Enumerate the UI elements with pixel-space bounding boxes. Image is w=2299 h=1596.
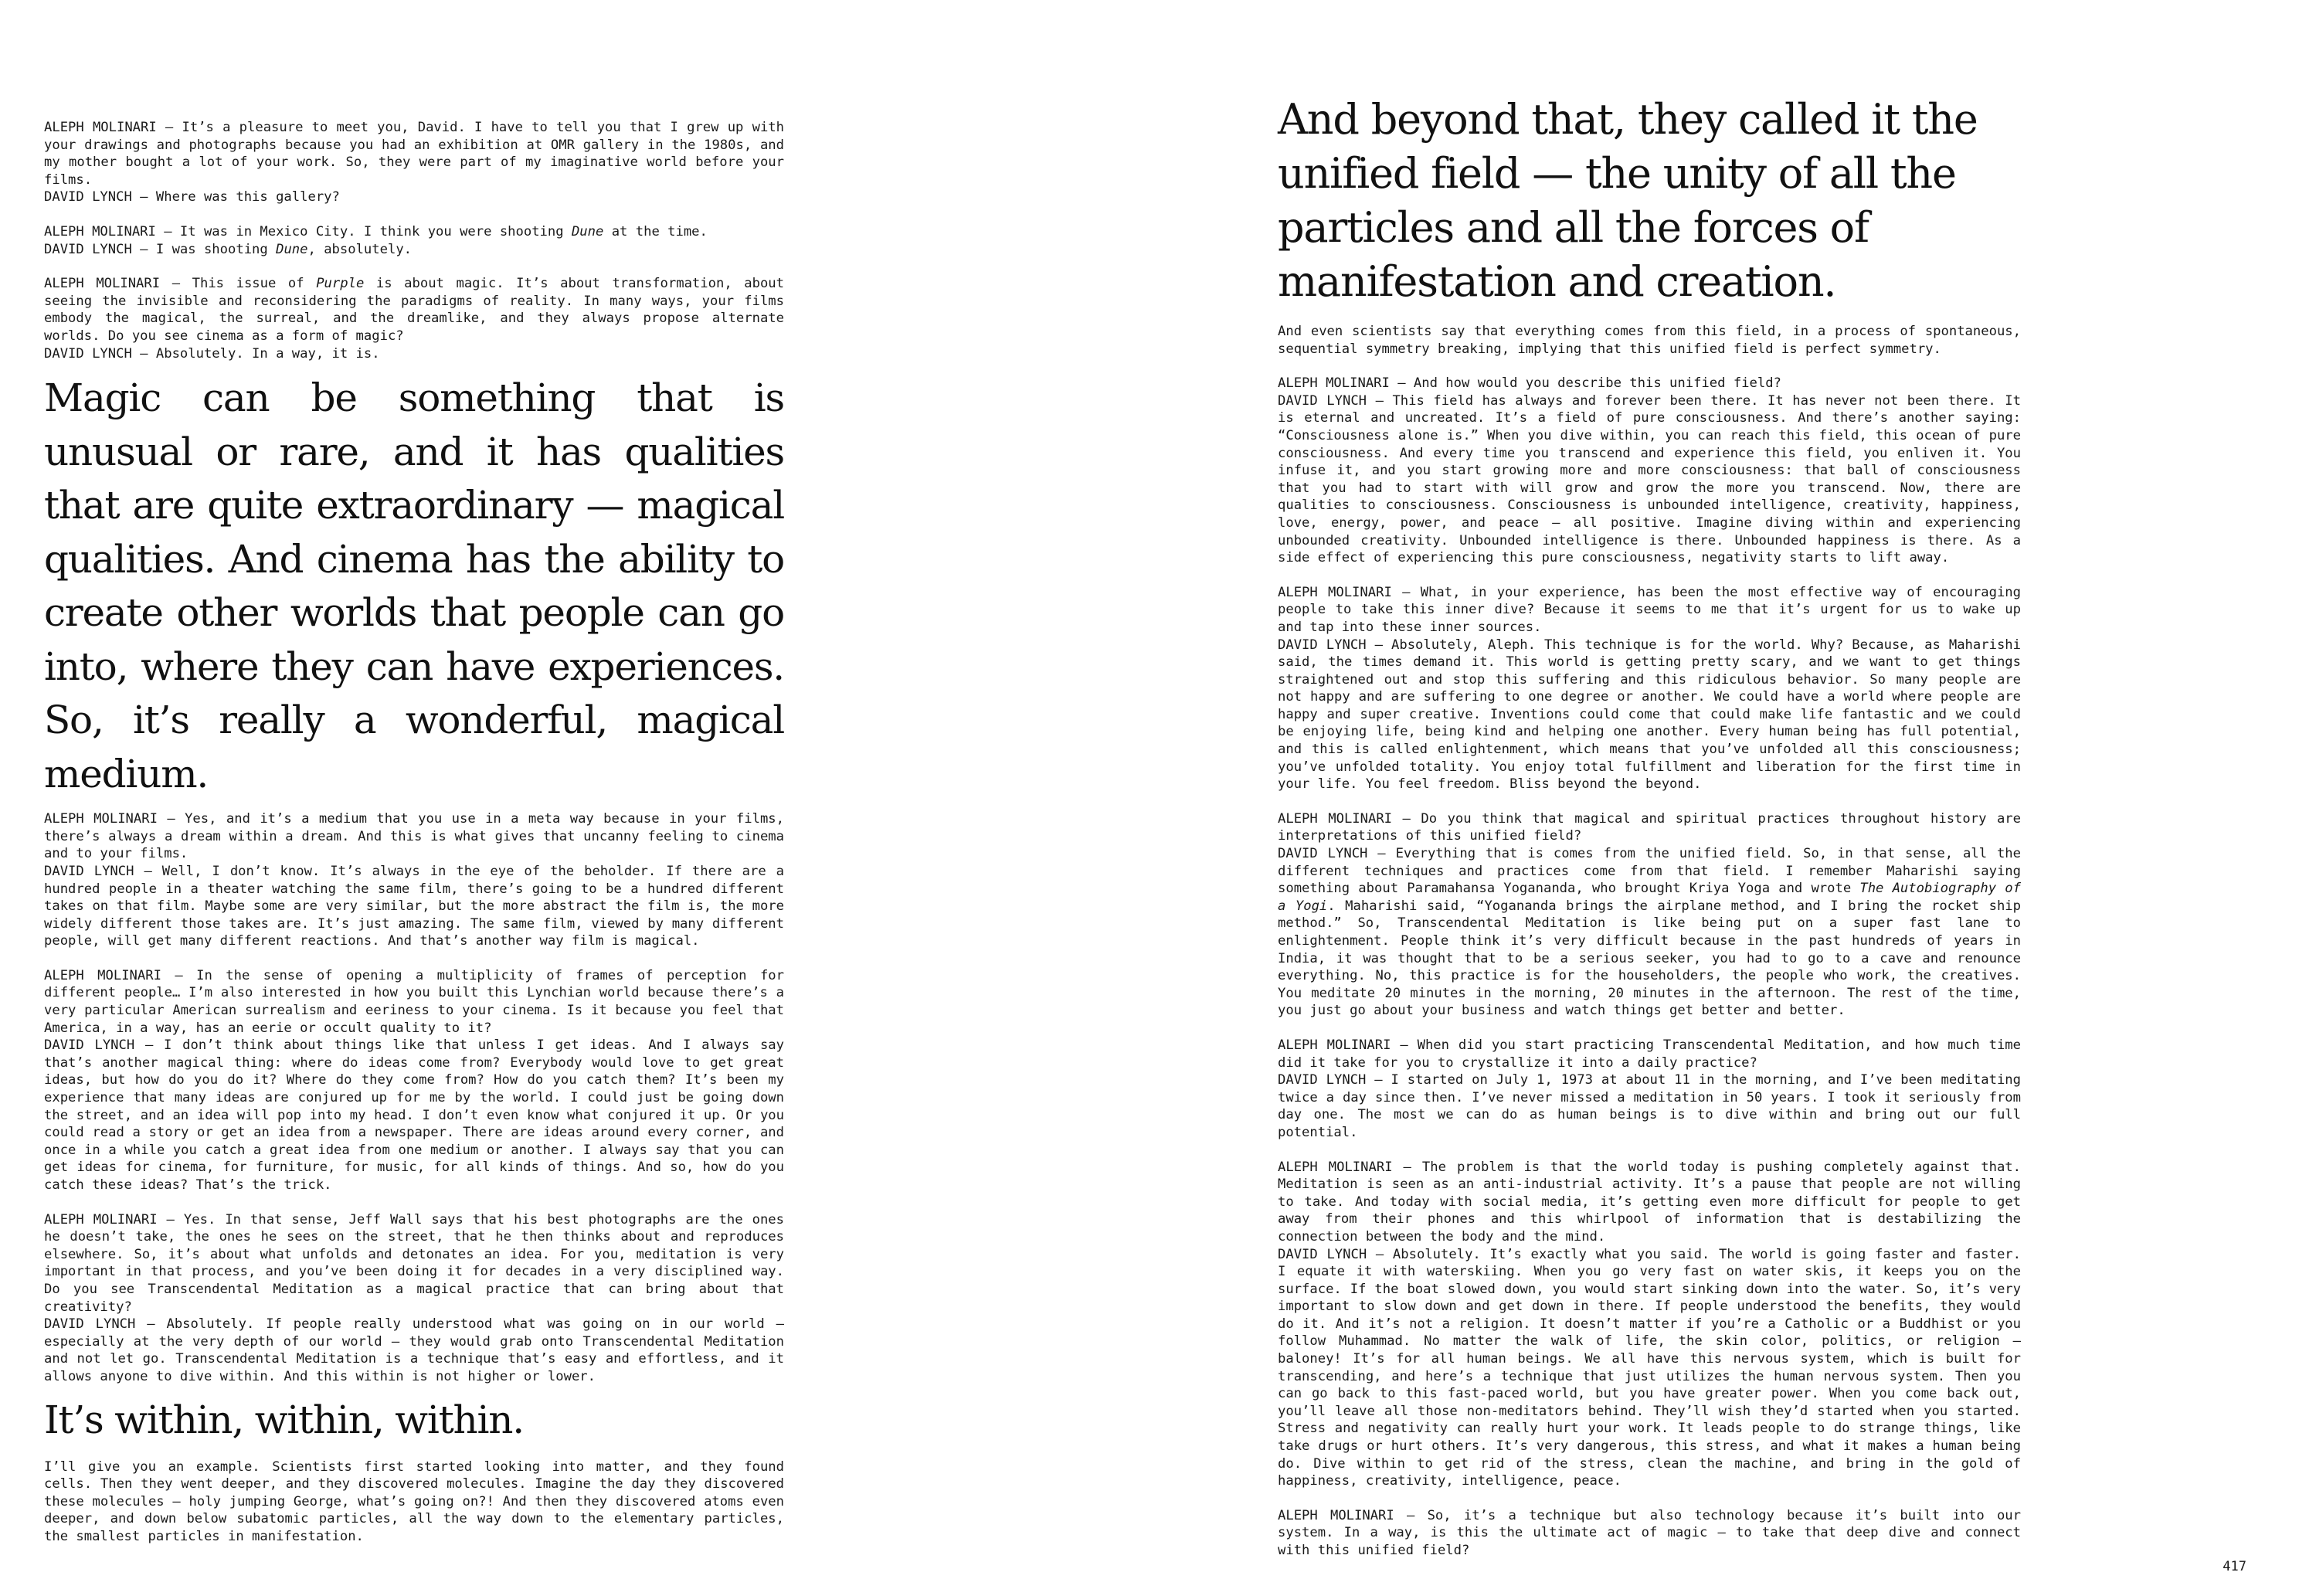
qa-lynch-8: DAVID LYNCH — Absolutely, Aleph. This technique is for the world. Why? Because, as Maharishi said, the times demand it. This world is getting pretty scary, and we want to get things straightened out and stop this suffering and this ridiculous behavior. So many people are not happy and are suffering to one degree or another. We could have a world where people are happy and super creative. Inventions could come that could make life fantastic and we could be enjoying life, being kind and helping one another. Every human being has full potential, and this is called enlightenment, which means that you’ve unfolded all this consciousness; you’ve unfolded totality. You enjoy total fulfillment and liberation for the first time in your life. You feel freedom. Bliss beyond the beyond. <box>1278 637 2021 793</box>
qa-aleph-1: ALEPH MOLINARI — It’s a pleasure to meet you, David. I have to tell you that I grew up with your drawings and photographs because you had an exhibition at OMR gallery in the 1980s, and my mother bought a lot of your work. So, they were part of my imaginative world before your films. <box>44 120 784 188</box>
body-example: I’ll give you an example. Scientists first started looking into matter, and they found cells. Then they went deeper, and they discovered molecules. Imagine the day they discovered these molecules — holy jumping George, what’s going on?! And then they discovered atoms even deeper, and down below subatomic particles, all the way down to the elementary particles, the smallest particles in manifestation. <box>44 1458 784 1544</box>
right-column <box>1278 93 2021 1560</box>
qa-lynch-11: DAVID LYNCH — Absolutely. It’s exactly what you said. The world is going faster and faster. I equate it with waterskiing. When you go very fast on water skis, it keeps you on the surface. If the boat slowed down, you would start sinking down into the water. So, it’s very important to slow down and get down in there. If people understood the benefits, they would do it. And it’s not a religion. It doesn’t matter if you’re a Catholic or a Buddhist or you follow Muhammad. No matter the walk of life, the skin color, politics, or religion — baloney! It’s for all human beings. We all have this nervous system, which is built for transcending, and here’s a technique that just utilizes the human nervous system. Then you can go back to this fast-paced world, but you have greater power. When you come back out, you’ll leave all those non-meditators behind. They’ll wish they’d started when you started. Stress and negativity can really hurt your work. It leads people to do strange things, like take drugs or hurt others. It’s very dangerous, this stress, and what it makes a human being do. Dive within to get rid of the stress, clean the machine, and bring in the gold of happiness, creativity, intelligence, peace. <box>1278 1246 2021 1489</box>
body-scientists: And even scientists say that everything comes from this field, in a process of spontaneous, sequential symmetry breaking, implying that this unified field is perfect symmetry. <box>1278 324 2021 357</box>
qa-lynch-1: DAVID LYNCH — Where was this gallery? <box>44 189 340 205</box>
right-page <box>1150 0 2299 1596</box>
qa-aleph-2: ALEPH MOLINARI — It was in Mexico City. I think you were shooting Dune at the time. <box>44 223 708 239</box>
page-number: 417 <box>2223 1559 2246 1574</box>
qa-aleph-12: ALEPH MOLINARI — So, it’s a technique but also technology because it’s built into our system. In a way, is this the ultimate act of magic — to take that deep dive and connect with this unified field? <box>1278 1507 2021 1558</box>
qa-lynch-7: DAVID LYNCH — This field has always and forever been there. It has never not been there. It is eternal and uncreated. It’s a field of pure consciousness. And there’s another saying: “Consciousness alone is.” When you dive within, you can reach this field, this ocean of pure consciousness. And every time you transcend and experience this field, you enliven it. You infuse it, and you start growing more and more consciousness: that ball of consciousness that you had to start with will grow and grow the more you transcend. Now, there are qualities to consciousness. Consciousness is unbounded intelligence, creativity, happiness, love, energy, power, and peace — all positive. Imagine diving within and experiencing unbounded creativity. Unbounded intelligence is there. Unbounded happiness is there. As a side effect of experiencing this pure consciousness, negativity starts to lift away. <box>1278 392 2021 566</box>
pull-quote-within: It’s within, within, within. <box>44 1397 524 1442</box>
qa-aleph-6: ALEPH MOLINARI — Yes. In that sense, Jeff Wall says that his best photographs are the ones he doesn’t take, the ones he sees on the street, that he then thinks about and reproduces elsewhere. So, it’s about what unfolds and detonates an idea. For you, meditation is very important in that process, and you’ve been doing it for decades in a very disciplined way. Do you see Transcendental Meditation as a magical practice that can bring about that creativity? <box>44 1211 784 1315</box>
pull-quote-magic: Magic can be something that is unusual or rare, and it has qualities that are quite extraordinary — magical qualities. And cinema has the ability to create other worlds that people can go into, where they can have experiences. So, it’s really a wonderful, magical medium. <box>44 375 784 796</box>
qa-aleph-7: ALEPH MOLINARI — And how would you describe this unified field? <box>1278 375 1781 392</box>
left-column <box>44 119 784 1546</box>
qa-aleph-8: ALEPH MOLINARI — What, in your experience, has been the most effective way of encouraging people to take this inner dive? Because it seems to me that it’s urgent for us to wake up and tap into these inner sources. <box>1278 584 2021 635</box>
qa-lynch-9: DAVID LYNCH — Everything that is comes from the unified field. So, in that sense, all the different techniques and practices come from that field. I remember Maharishi saying something about Paramahansa Yogananda, who brought Kriya Yoga and wrote The Autobiography of a Yogi. Maharishi said, “Yogananda brings the airplane method, and I bring the rocket ship method.” So, Transcendental Meditation is like being put on a super fast lane to enlightenment. People think it’s very difficult because in the past hundreds of years in India, it was thought that to be a serious seeker, you had to go to a cave and renounce everything. No, this practice is for the householders, the people who work, the creatives. You meditate 20 minutes in the morning, 20 minutes in the afternoon. The rest of the time, you just go about your business and watch things get better and better. <box>1278 846 2021 1019</box>
qa-lynch-4: DAVID LYNCH — Well, I don’t know. It’s always in the eye of the beholder. If there are a hundred people in a theater watching the same film, there’s going to be a hundred different takes on that film. Maybe some are very similar, but the more abstract the film is, the more widely different those takes are. It’s just amazing. The same film, viewed by many different people, will get many different reactions. And that’s another way film is magical. <box>44 863 784 949</box>
qa-aleph-11: ALEPH MOLINARI — The problem is that the world today is pushing completely against that. Meditation is seen as an anti-industrial activity. It’s a pause that people are not willing to take. And today with social media, it’s getting even more difficult for people to get away from their phones and this whirlpool of information that is destabilizing the connection between the body and the mind. <box>1278 1159 2021 1245</box>
qa-aleph-9: ALEPH MOLINARI — Do you think that magical and spiritual practices throughout history are interpretations of this unified field? <box>1278 810 2021 844</box>
qa-aleph-5: ALEPH MOLINARI — In the sense of opening a multiplicity of frames of perception for different people… I’m also interested in how you built this Lynchian world because there’s a very particular American surrealism and eeriness to your cinema. Is it because you feel that America, in a way, has an eerie or occult quality to it? <box>44 967 784 1036</box>
qa-lynch-10: DAVID LYNCH — I started on July 1, 1973 at about 11 in the morning, and I’ve been meditating twice a day since then. I’ve never missed a meditation in 50 years. I took it seriously from day one. The most we can do as human beings is to dive within and bring out our full potential. <box>1278 1072 2021 1140</box>
pull-quote-unified-field: And beyond that, they called it the unified field — the unity of all the particles and all the forces of manifestation and creation. <box>1278 95 1978 306</box>
qa-aleph-10: ALEPH MOLINARI — When did you start practicing Transcendental Meditation, and how much time did it take for you to crystallize it into a daily practice? <box>1278 1037 2021 1071</box>
qa-lynch-6: DAVID LYNCH — Absolutely. If people really understood what was going on in our world — especially at the very depth of our world — they would grab onto Transcendental Meditation and not let go. Transcendental Meditation is a technique that’s easy and effortless, and it allows anyone to dive within. And this within is not higher or lower. <box>44 1316 784 1384</box>
qa-lynch-5: DAVID LYNCH — I don’t think about things like that unless I get ideas. And I always say that’s another magical thing: where do ideas come from? Everybody would love to get great ideas, but how do you do it? Where do they come from? How do you catch them? It’s been my experience that many ideas are conjured up for me by the world. I could just be going down the street, and an idea will pop into my head. I don’t even know what conjured it up. Or you could read a story or get an idea from a newspaper. There are ideas around every corner, and once in a while you catch a great idea from one medium or another. I always say that you can get ideas for cinema, for furniture, for music, for all kinds of things. And so, how do you catch these ideas? That’s the trick. <box>44 1037 784 1193</box>
qa-aleph-3: ALEPH MOLINARI — This issue of Purple is about magic. It’s about transformation, about seeing the invisible and reconsidering the paradigms of reality. In many ways, your films embody the magical, the surreal, and the dreamlike, and they always propose alternate worlds. Do you see cinema as a form of magic? <box>44 276 784 344</box>
qa-aleph-4: ALEPH MOLINARI — Yes, and it’s a medium that you use in a meta way because in your films, there’s always a dream within a dream. And this is what gives that uncanny feeling to cinema and to your films. <box>44 811 784 862</box>
qa-lynch-2: DAVID LYNCH — I was shooting Dune, absolutely. <box>44 241 413 257</box>
qa-lynch-3: DAVID LYNCH — Absolutely. In a way, it is. <box>44 345 380 362</box>
